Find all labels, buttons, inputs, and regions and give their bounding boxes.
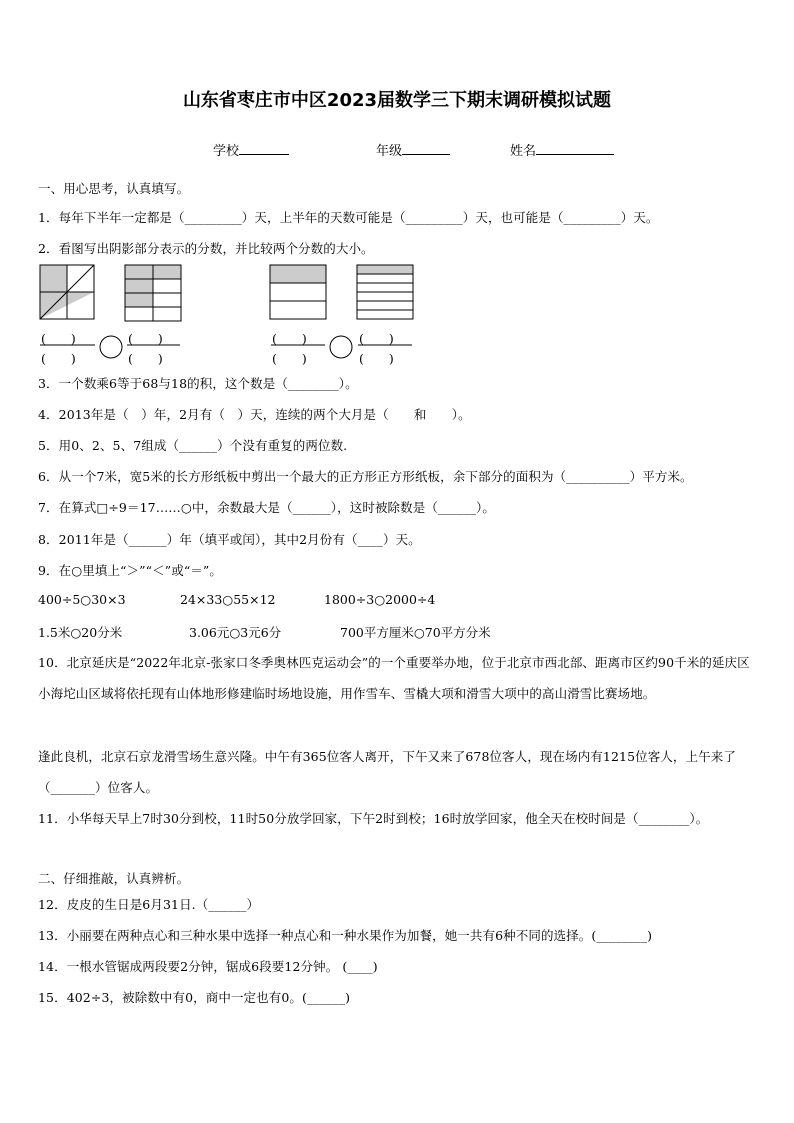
q9-compare-6: 700平方厘米○70平方分米 <box>340 625 491 640</box>
question-8: 8．2011年是（______）年（填平或闰），其中2月份有（____）天。 <box>38 532 421 547</box>
fraction-b-numerator[interactable]: ( ) <box>128 331 163 346</box>
figure-b-grid <box>125 265 181 321</box>
question-5: 5．用0、2、5、7组成（______）个没有重复的两位数. <box>38 438 348 453</box>
figure-c-rectangle <box>270 265 326 319</box>
compare-circle-right <box>330 336 352 358</box>
question-10-problem: 逢此良机，北京石京龙滑雪场生意兴隆。中午有365位客人离开，下午又来了678位客人，现在场内有1215位客人，上午来了（_______）位客人。 <box>38 749 736 795</box>
figure-a-square <box>40 265 94 319</box>
school-field[interactable]: 学校 <box>213 140 289 159</box>
question-6: 6．从一个7米，宽5米的长方形纸板中剪出一个最大的正方形正方形纸板，余下部分的面积为（__________）平方米。 <box>38 469 693 484</box>
question-11: 11．小华每天早上7时30分到校，11时50分放学回家，下午2时到校；16时放学回家，他全天在校时间是（________）。 <box>38 811 709 826</box>
figure-d-strips <box>357 265 413 319</box>
question-4: 4．2013年是（ ）年，2月有（ ）天，连续的两个大月是（ 和 ）。 <box>38 407 471 422</box>
fraction-a-denominator[interactable]: ( ) <box>41 351 76 366</box>
question-3: 3．一个数乘6等于68与18的积，这个数是（________）。 <box>38 376 358 391</box>
question-9: 9．在○里填上“＞”“＜”或“＝”。 <box>38 563 223 578</box>
grade-field[interactable]: 年级 <box>376 140 450 159</box>
fraction-a-numerator[interactable]: ( ) <box>41 331 76 346</box>
fraction-d-denominator[interactable]: ( ) <box>359 351 394 366</box>
q9-compare-2: 24×33○55×12 <box>180 592 276 607</box>
q9-compare-5: 3.06元○3元6分 <box>189 625 282 640</box>
question-13: 13．小丽要在两种点心和三种水果中选择一种点心和一种水果作为加餐，她一共有6种不同的选择。(________) <box>38 928 653 943</box>
question-10-context: 10．北京延庆是“2022年北京-张家口冬季奥林匹克运动会”的一个重要举办地，位于北京市西北部、距离市区约90千米的延庆区小海坨山区域将依托现有山体地形修建临时场地设施，用作雪车、雪橇大项和滑雪大项中的高山滑雪比赛场地。 <box>38 655 750 701</box>
fraction-c-numerator[interactable]: ( ) <box>272 331 307 346</box>
fraction-b-denominator[interactable]: ( ) <box>128 351 163 366</box>
question-1: 1．每年下半年一定都是（_________）天，上半年的天数可能是（_________）天，也可能是（_________）天。 <box>38 210 659 225</box>
name-field[interactable]: 姓名 <box>510 140 614 159</box>
question-2: 2．看图写出阴影部分表示的分数，并比较两个分数的大小。 <box>38 241 374 256</box>
fraction-c-denominator[interactable]: ( ) <box>272 351 307 366</box>
question-7: 7．在算式□÷9＝17……○中，余数最大是（______），这时被除数是（______）。 <box>38 500 496 515</box>
section-2-heading: 二、仔细推敲，认真辨析。 <box>38 871 190 886</box>
q9-compare-1: 400÷5○30×3 <box>38 592 126 607</box>
q9-compare-4: 1.5米○20分米 <box>38 625 123 640</box>
page-title: 山东省枣庄市中区2023届数学三下期末调研模拟试题 <box>182 90 612 111</box>
question-15: 15．402÷3，被除数中有0，商中一定也有0。(______) <box>38 990 351 1005</box>
section-1-heading: 一、用心思考，认真填写。 <box>38 181 190 196</box>
question-12: 12．皮皮的生日是6月31日.（______） <box>38 897 260 912</box>
compare-circle-left <box>100 336 122 358</box>
question-14: 14．一根水管锯成两段要2分钟，锯成6段要12分钟。 (____) <box>38 959 378 974</box>
fraction-d-numerator[interactable]: ( ) <box>359 331 394 346</box>
q9-compare-3: 1800÷3○2000÷4 <box>324 592 436 607</box>
